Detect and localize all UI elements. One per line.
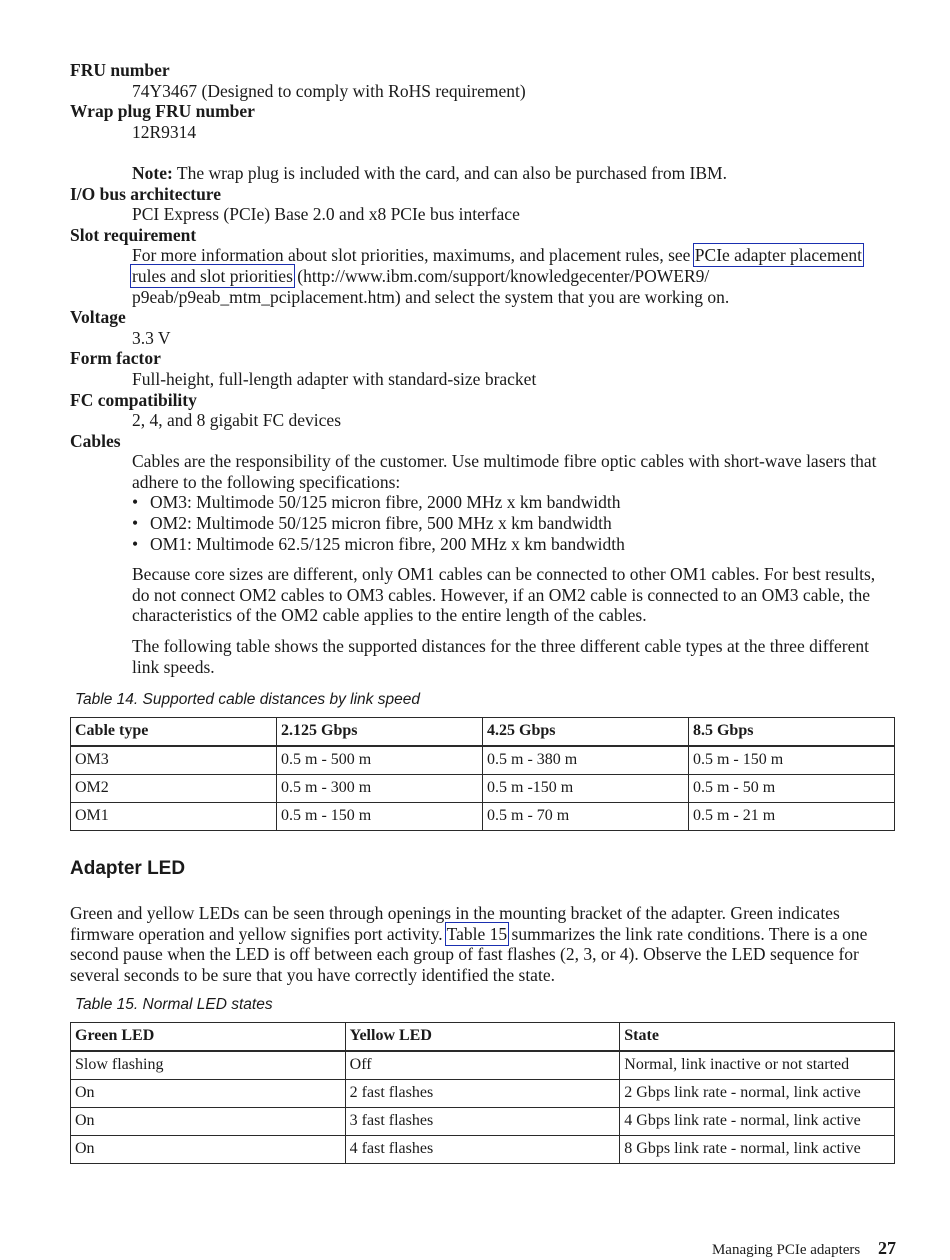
- table-cell: On: [71, 1080, 346, 1108]
- table-row: [71, 746, 895, 775]
- table-15-link[interactable]: Table 15: [446, 923, 508, 944]
- table-cell: 2 Gbps link rate - normal, link active: [620, 1080, 895, 1108]
- led-states-table: [70, 1022, 895, 1164]
- spec-value-fru: 74Y3467 (Designed to comply with RoHS requirement): [132, 80, 526, 101]
- table-cell: 0.5 m - 500 m: [277, 746, 483, 775]
- column-header: Cable type: [71, 718, 277, 747]
- spec-value-form-factor: Full-height, full-length adapter with standard-size bracket: [132, 368, 537, 389]
- spec-value-wrap-plug: [132, 122, 890, 184]
- spec-value-voltage: 3.3 V: [132, 327, 171, 348]
- table-row: [71, 1051, 895, 1080]
- cables-paragraph-table-intro: The following table shows the supported distances for the three different cable types at the three different link speeds.: [132, 636, 870, 677]
- footer-section-title: Managing PCIe adapters: [711, 1242, 861, 1258]
- spec-term-cables: Cables: [70, 430, 121, 451]
- table-cell: 0.5 m - 150 m: [688, 746, 894, 775]
- list-item: • OM3: Multimode 50/125 micron fibre, 2000 MHz x km bandwidth: [132, 492, 890, 513]
- spec-value-cables: [132, 451, 890, 677]
- spec-term-fru: FRU number: [70, 60, 170, 80]
- table-cell: Off: [345, 1051, 620, 1080]
- cable-distance-table: [70, 717, 895, 831]
- table-cell: Slow flashing: [71, 1051, 346, 1080]
- led-text-before: Green and yellow LEDs can be seen through openings in the mounting bracket of the adapter. Green indicates firmware operation and yellow signifies port activity.: [70, 903, 840, 944]
- table-cell: 0.5 m - 300 m: [277, 775, 483, 803]
- cables-paragraph-compat: Because core sizes are different, only OM1 cables can be connected to other OM1 cables. For best results, do not connect OM2 cables to OM3 cables. However, if an OM2 cable is connected to an OM3 cable, the characteristics of the OM2 cable applies to the entire length of the cables.: [132, 564, 876, 626]
- slot-text-after: (http://www.ibm.com/support/knowledgecenter/POWER9/ p9eab/p9eab_mtm_pciplacement.htm) and select the system that you are working on.: [132, 265, 730, 307]
- column-header: Green LED: [71, 1023, 346, 1052]
- note-text: The wrap plug is included with the card, and can also be purchased from IBM.: [176, 162, 727, 183]
- table-row: [71, 775, 895, 803]
- table-cell: 2 fast flashes: [345, 1080, 620, 1108]
- table-cell: OM2: [71, 775, 277, 803]
- spec-term-io-bus: I/O bus architecture: [70, 183, 222, 204]
- table-cell: On: [71, 1108, 346, 1136]
- table-15-caption: Table 15. Normal LED states: [75, 996, 273, 1013]
- table-cell: OM3: [71, 746, 277, 775]
- note-label: Note:: [132, 162, 173, 183]
- spec-value-io-bus: PCI Express (PCIe) Base 2.0 and x8 PCIe bus interface: [132, 204, 520, 225]
- slot-text-before: For more information about slot priorities, maximums, and placement rules, see: [132, 245, 691, 266]
- column-header: 8.5 Gbps: [688, 718, 894, 747]
- spec-term-wrap-plug: Wrap plug FRU number: [70, 101, 255, 122]
- table-cell: 0.5 m - 150 m: [277, 803, 483, 831]
- table-cell: 8 Gbps link rate - normal, link active: [620, 1136, 895, 1164]
- table-row: [71, 1080, 895, 1108]
- section-heading-adapter-led: Adapter LED: [70, 858, 186, 879]
- note: [132, 163, 890, 184]
- table-cell: Normal, link inactive or not started: [620, 1051, 895, 1080]
- wrap-plug-fru-value: 12R9314: [132, 121, 197, 142]
- adapter-led-paragraph: [70, 903, 895, 985]
- table-cell: 3 fast flashes: [345, 1108, 620, 1136]
- page-footer: [712, 1238, 896, 1259]
- column-header: 4.25 Gbps: [483, 718, 689, 747]
- page-number: 27: [878, 1238, 896, 1258]
- spec-term-voltage: Voltage: [70, 307, 126, 328]
- cables-intro: Cables are the responsibility of the customer. Use multimode fibre optic cables with short-wave lasers that adhere to the following specifications:: [132, 451, 877, 492]
- column-header: State: [620, 1023, 895, 1052]
- list-item: • OM1: Multimode 62.5/125 micron fibre, 200 MHz x km bandwidth: [132, 534, 890, 555]
- cable-spec-list: [132, 492, 890, 554]
- list-item: • OM2: Multimode 50/125 micron fibre, 500 MHz x km bandwidth: [132, 513, 890, 534]
- table-cell: 0.5 m -150 m: [483, 775, 689, 803]
- spec-term-form-factor: Form factor: [70, 348, 161, 369]
- table-header-row: [71, 718, 895, 747]
- spec-term-fc-compat: FC compatibility: [70, 389, 197, 410]
- spec-value-slot: [132, 245, 890, 307]
- spec-list: [70, 60, 890, 677]
- table-cell: 4 Gbps link rate - normal, link active: [620, 1108, 895, 1136]
- table-cell: 0.5 m - 21 m: [688, 803, 894, 831]
- table-cell: 4 fast flashes: [345, 1136, 620, 1164]
- table-row: [71, 1136, 895, 1164]
- table-cell: 0.5 m - 70 m: [483, 803, 689, 831]
- column-header: Yellow LED: [345, 1023, 620, 1052]
- table-14-caption: Table 14. Supported cable distances by link speed: [75, 691, 420, 708]
- table-header-row: [71, 1023, 895, 1052]
- table-cell: OM1: [71, 803, 277, 831]
- table-cell: On: [71, 1136, 346, 1164]
- table-cell: 0.5 m - 380 m: [483, 746, 689, 775]
- spec-term-slot: Slot requirement: [70, 224, 197, 245]
- slot-placement-link[interactable]: PCIe adapter placement rules and slot priorities: [132, 245, 862, 286]
- table-cell: 0.5 m - 50 m: [688, 775, 894, 803]
- spec-value-fc-compat: 2, 4, and 8 gigabit FC devices: [132, 410, 342, 431]
- table-row: [71, 803, 895, 831]
- column-header: 2.125 Gbps: [277, 718, 483, 747]
- led-text-after: summarizes the link rate conditions. There is a one second pause when the LED is off between each group of fast flashes (2, 3, or 4). Observe the LED sequence for several seconds to be sure that you have correctly identified the state.: [70, 923, 868, 985]
- table-row: [71, 1108, 895, 1136]
